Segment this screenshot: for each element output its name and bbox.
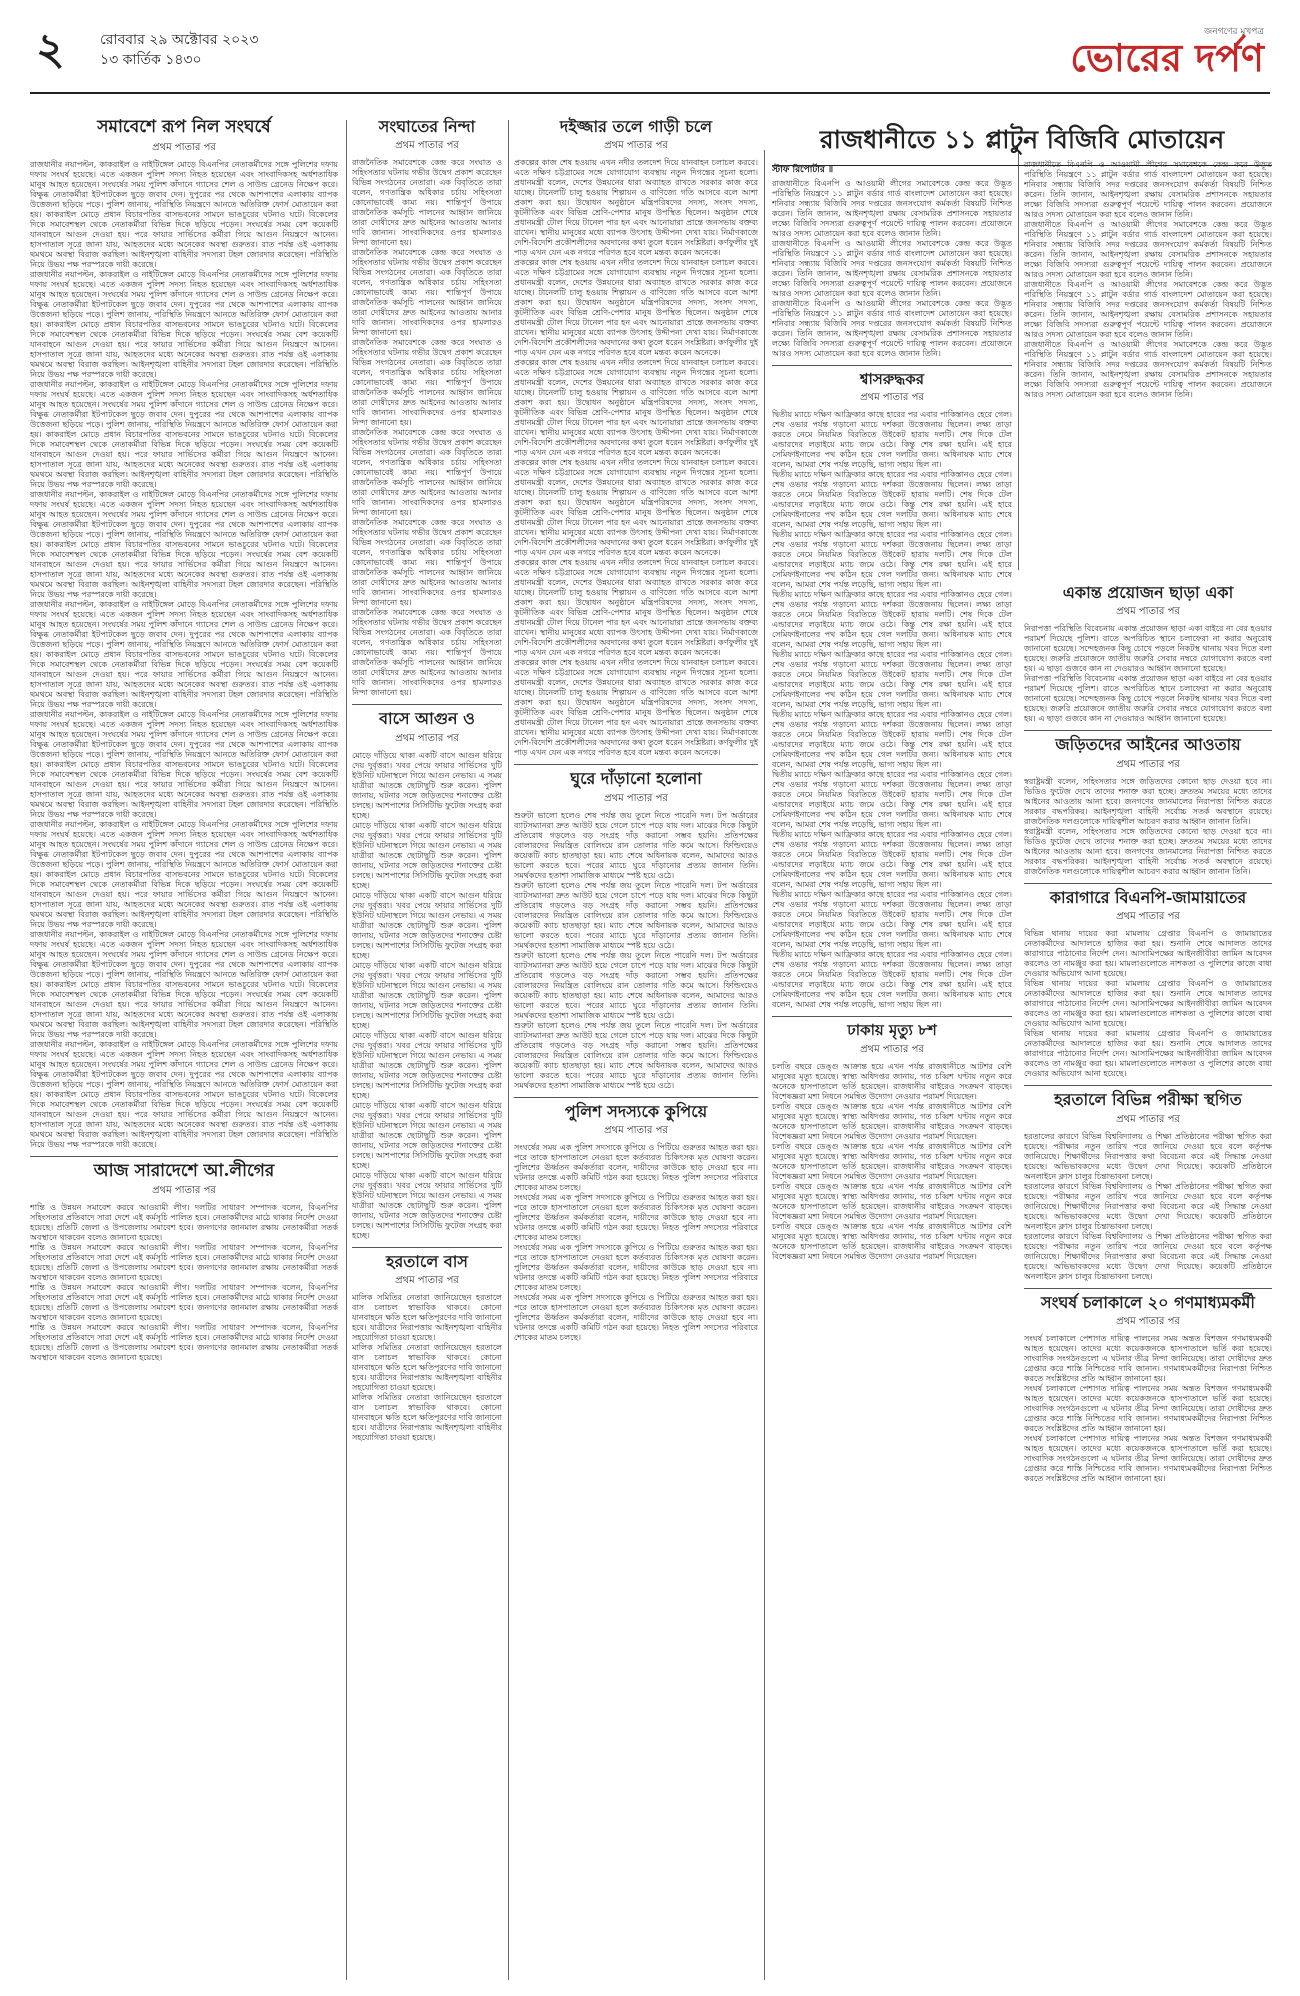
article-body: দ্বিতীয় ম্যাচে দক্ষিণ আফ্রিকার কাছে হারের পর এবার পাকিস্তানও হেরে গেল। শেষ ওভার পর্যন্ত গড়ানো ম্যাচে দর্শকরা উত্তেজনায় ছিলেন। লক্ষ্য তাড়া করতে নেমে নিয়মিত বিরতিতে উইকেট হারায় দলটি। শেষ দিকে টেল এন্ডারদের লড়াইয়ে ম্যাচ জমে ওঠে। কিন্তু শেষ রক্ষা হয়নি। এই হারে সেমিফাইনালের পথ কঠিন হয়ে গেল দলটির জন্য। অধিনায়ক ম্যাচ শেষে বলেন, আমরা শেষ পর্যন্ত লড়েছি, ভাগ্য সহায় ছিল না। bbox=[772, 770, 1012, 830]
article-body: প্রকল্পের কাজ শেষ হওয়ায় এখন নদীর তলদেশ দিয়ে যানবাহন চলাচল করবে। এতে দক্ষিণ চট্টগ্রামের সঙ্গে যোগাযোগ ব্যবস্থায় নতুন দিগন্তের সূচনা হলো। প্রধানমন্ত্রী বলেন, দেশের উন্নয়নের ধারা অব্যাহত রাখতে সরকার কাজ করে যাচ্ছে। টানেলটি চালু হওয়ায় শিল্পায়ন ও বাণিজ্যে গতি আসবে বলে আশা প্রকাশ করা হয়। উদ্বোধন অনুষ্ঠানে মন্ত্রিপরিষদের সদস্য, সংসদ সদস্য, কূটনীতিক এবং বিভিন্ন শ্রেণি-পেশার মানুষ উপস্থিত ছিলেন। অনুষ্ঠান শেষে প্রধানমন্ত্রী টোল দিয়ে টানেল পার হন এবং আনোয়ারা প্রান্তে জনসভায় বক্তব্য রাখেন। স্থানীয় মানুষের মধ্যে ব্যাপক উৎসাহ উদ্দীপনা দেখা যায়। নির্মাণকাজে দেশি-বিদেশি প্রকৌশলীদের অবদানের কথা তুলে ধরেন সংশ্লিষ্টরা। কর্ণফুলীর দুই পাড় এখন যেন এক নগরে পরিণত হবে বলে মন্তব্য করেন অনেকে। bbox=[514, 358, 758, 458]
column-divider bbox=[508, 120, 509, 1980]
article-body: রাজধানীর নয়াপল্টন, কাকরাইল ও নাইটিঙ্গেল মোড়ে বিএনপির নেতাকর্মীদের সঙ্গে পুলিশের দফায় দফায় সংঘর্ষ হয়েছে। এতে একজন পুলিশ সদস্য নিহত হয়েছেন এবং সাংবাদিকসহ অর্ধশতাধিক মানুষ আহত হয়েছেন। সংঘর্ষের সময় পুলিশ কাঁদানে গ্যাসের শেল ও সাউন্ড গ্রেনেড নিক্ষেপ করে। বিক্ষুব্ধ নেতাকর্মীরা ইটপাটকেল ছুড়ে জবাব দেন। দুপুরের পর থেকে আশপাশের এলাকায় ব্যাপক উত্তেজনা ছড়িয়ে পড়ে। পুলিশ জানায়, পরিস্থিতি নিয়ন্ত্রণে আনতে অতিরিক্ত ফোর্স মোতায়েন করা হয়। কাকরাইল মোড়ে প্রধান বিচারপতির বাসভবনের সামনে ভাঙচুরের ঘটনাও ঘটে। বিকেলের দিকে সমাবেশস্থল থেকে নেতাকর্মীরা বিভিন্ন দিকে ছড়িয়ে পড়েন। সংঘর্ষের সময় বেশ কয়েকটি যানবাহনে আগুন দেওয়া হয়। পরে ফায়ার সার্ভিসের কর্মীরা গিয়ে আগুন নিয়ন্ত্রণে আনেন। হাসপাতাল সূত্রে জানা যায়, আহতদের মধ্যে অনেকের অবস্থা গুরুতর। রাত পর্যন্ত ওই এলাকায় থমথমে অবস্থা বিরাজ করছিল। আইনশৃঙ্খলা বাহিনীর সদস্যরা টহল জোরদার করেছেন। পরিস্থিতি নিয়ে উভয় পক্ষ পরস্পরকে দায়ী করেছে। bbox=[30, 819, 338, 929]
column-1 bbox=[30, 116, 338, 1986]
article-body: প্রকল্পের কাজ শেষ হওয়ায় এখন নদীর তলদেশ দিয়ে যানবাহন চলাচল করবে। এতে দক্ষিণ চট্টগ্রামের সঙ্গে যোগাযোগ ব্যবস্থায় নতুন দিগন্তের সূচনা হলো। প্রধানমন্ত্রী বলেন, দেশের উন্নয়নের ধারা অব্যাহত রাখতে সরকার কাজ করে যাচ্ছে। টানেলটি চালু হওয়ায় শিল্পায়ন ও বাণিজ্যে গতি আসবে বলে আশা প্রকাশ করা হয়। উদ্বোধন অনুষ্ঠানে মন্ত্রিপরিষদের সদস্য, সংসদ সদস্য, কূটনীতিক এবং বিভিন্ন শ্রেণি-পেশার মানুষ উপস্থিত ছিলেন। অনুষ্ঠান শেষে প্রধানমন্ত্রী টোল দিয়ে টানেল পার হন এবং আনোয়ারা প্রান্তে জনসভায় বক্তব্য রাখেন। স্থানীয় মানুষের মধ্যে ব্যাপক উৎসাহ উদ্দীপনা দেখা যায়। নির্মাণকাজে দেশি-বিদেশি প্রকৌশলীদের অবদানের কথা তুলে ধরেন সংশ্লিষ্টরা। কর্ণফুলীর দুই পাড় এখন যেন এক নগরে পরিণত হবে বলে মন্তব্য করেন অনেকে। bbox=[514, 158, 758, 258]
article-body: মোড়ে দাঁড়িয়ে থাকা একটি বাসে আগুন ধরিয়ে দেয় দুর্বৃত্তরা। খবর পেয়ে ফায়ার সার্ভিসের দুটি ইউনিট ঘটনাস্থলে গিয়ে আগুন নেভায়। এ সময় যাত্রীরা আতঙ্কে ছোটাছুটি শুরু করেন। পুলিশ জানায়, ঘটনার সঙ্গে জড়িতদের শনাক্তের চেষ্টা চলছে। আশপাশের সিসিটিভি ফুটেজ সংগ্রহ করা হচ্ছে। bbox=[352, 1030, 502, 1100]
article-body: প্রকল্পের কাজ শেষ হওয়ায় এখন নদীর তলদেশ দিয়ে যানবাহন চলাচল করবে। এতে দক্ষিণ চট্টগ্রামের সঙ্গে যোগাযোগ ব্যবস্থায় নতুন দিগন্তের সূচনা হলো। প্রধানমন্ত্রী বলেন, দেশের উন্নয়নের ধারা অব্যাহত রাখতে সরকার কাজ করে যাচ্ছে। টানেলটি চালু হওয়ায় শিল্পায়ন ও বাণিজ্যে গতি আসবে বলে আশা প্রকাশ করা হয়। উদ্বোধন অনুষ্ঠানে মন্ত্রিপরিষদের সদস্য, সংসদ সদস্য, কূটনীতিক এবং বিভিন্ন শ্রেণি-পেশার মানুষ উপস্থিত ছিলেন। অনুষ্ঠান শেষে প্রধানমন্ত্রী টোল দিয়ে টানেল পার হন এবং আনোয়ারা প্রান্তে জনসভায় বক্তব্য রাখেন। স্থানীয় মানুষের মধ্যে ব্যাপক উৎসাহ উদ্দীপনা দেখা যায়। নির্মাণকাজে দেশি-বিদেশি প্রকৌশলীদের অবদানের কথা তুলে ধরেন সংশ্লিষ্টরা। কর্ণফুলীর দুই পাড় এখন যেন এক নগরে পরিণত হবে বলে মন্তব্য করেন অনেকে। bbox=[514, 258, 758, 358]
article-police bbox=[514, 1103, 758, 1343]
article-body: রাজনৈতিক সমাবেশকে কেন্দ্র করে সংঘাত ও সহিংসতার ঘটনায় গভীর উদ্বেগ প্রকাশ করেছেন বিভিন্ন সংগঠনের নেতারা। এক বিবৃতিতে তারা বলেন, গণতান্ত্রিক অধিকার চর্চায় সহিংসতা কোনোভাবেই কাম্য নয়। শান্তিপূর্ণ উপায়ে রাজনৈতিক কর্মসূচি পালনের আহ্বান জানিয়ে তারা দোষীদের দ্রুত আইনের আওতায় আনার দাবি জানান। সাংবাদিকদের ওপর হামলারও নিন্দা জানানো হয়। bbox=[352, 248, 502, 338]
article-headline: ঢাকায় মৃত্যু ৮শ bbox=[847, 1021, 937, 1040]
article-body: শুরুটা ভালো হলেও শেষ পর্যন্ত জয় তুলে নিতে পারেনি দল। টপ অর্ডারের ব্যাটসম্যানরা দ্রুত আউট হয়ে গেলে চাপে পড়ে যায় দল। মাঝের দিকে কিছুটা প্রতিরোধ গড়লেও বড় সংগ্রহ দাঁড় করানো সম্ভব হয়নি। প্রতিপক্ষের বোলারদের নিয়ন্ত্রিত বোলিংয়ে রান তোলার গতি কমে আসে। ফিল্ডিংয়েও কয়েকটি ক্যাচ হাতছাড়া হয়। ম্যাচ শেষে অধিনায়ক বলেন, আমাদের আরও ভালো করতে হবে। পরের ম্যাচে ঘুরে দাঁড়ানোর প্রত্যয় জানান তিনি। সমর্থকদের হতাশা সামাজিক মাধ্যমে স্পষ্ট হয়ে ওঠে। bbox=[514, 1020, 758, 1090]
article-byline: স্টাফ রিপোর্টার ॥ bbox=[772, 165, 834, 175]
divider bbox=[1024, 1085, 1272, 1086]
article-body: নিরাপত্তা পরিস্থিতি বিবেচনায় একান্ত প্রয়োজন ছাড়া একা বাইরে না বের হওয়ার পরামর্শ দিয়েছে পুলিশ। রাতে অপরিচিত স্থানে চলাফেরা না করার অনুরোধ জানানো হয়েছে। সন্দেহজনক কিছু চোখে পড়লে নিকটস্থ থানায় খবর দিতে বলা হয়েছে। জরুরি প্রয়োজনে জাতীয় জরুরি সেবার নম্বরে যোগাযোগ করতে বলা হয়। এ ছাড়া গুজবে কান না দেওয়ারও আহ্বান জানানো হয়েছে। bbox=[1024, 624, 1272, 674]
article-subline: প্রথম পাতার পর bbox=[860, 1043, 924, 1055]
article-body: দ্বিতীয় ম্যাচে দক্ষিণ আফ্রিকার কাছে হারের পর এবার পাকিস্তানও হেরে গেল। শেষ ওভার পর্যন্ত গড়ানো ম্যাচে দর্শকরা উত্তেজনায় ছিলেন। লক্ষ্য তাড়া করতে নেমে নিয়মিত বিরতিতে উইকেট হারায় দলটি। শেষ দিকে টেল এন্ডারদের লড়াইয়ে ম্যাচ জমে ওঠে। কিন্তু শেষ রক্ষা হয়নি। এই হারে সেমিফাইনালের পথ কঠিন হয়ে গেল দলটির জন্য। অধিনায়ক ম্যাচ শেষে বলেন, আমরা শেষ পর্যন্ত লড়েছি, ভাগ্য সহায় ছিল না। bbox=[772, 650, 1012, 710]
divider bbox=[1024, 730, 1272, 731]
divider bbox=[352, 704, 502, 705]
article-bgb bbox=[772, 162, 1012, 359]
masthead-tagline: জনগণের মুখপত্র bbox=[1204, 27, 1264, 37]
divider bbox=[1024, 1288, 1272, 1289]
article-body: নিরাপত্তা পরিস্থিতি বিবেচনায় একান্ত প্রয়োজন ছাড়া একা বাইরে না বের হওয়ার পরামর্শ দিয়েছে পুলিশ। রাতে অপরিচিত স্থানে চলাফেরা না করার অনুরোধ জানানো হয়েছে। সন্দেহজনক কিছু চোখে পড়লে নিকটস্থ থানায় খবর দিতে বলা হয়েছে। জরুরি প্রয়োজনে জাতীয় জরুরি সেবার নম্বরে যোগাযোগ করতে বলা হয়। এ ছাড়া গুজবে কান না দেওয়ারও আহ্বান জানানো হয়েছে। bbox=[1024, 674, 1272, 724]
article-body: প্রকল্পের কাজ শেষ হওয়ায় এখন নদীর তলদেশ দিয়ে যানবাহন চলাচল করবে। এতে দক্ষিণ চট্টগ্রামের সঙ্গে যোগাযোগ ব্যবস্থায় নতুন দিগন্তের সূচনা হলো। প্রধানমন্ত্রী বলেন, দেশের উন্নয়নের ধারা অব্যাহত রাখতে সরকার কাজ করে যাচ্ছে। টানেলটি চালু হওয়ায় শিল্পায়ন ও বাণিজ্যে গতি আসবে বলে আশা প্রকাশ করা হয়। উদ্বোধন অনুষ্ঠানে মন্ত্রিপরিষদের সদস্য, সংসদ সদস্য, কূটনীতিক এবং বিভিন্ন শ্রেণি-পেশার মানুষ উপস্থিত ছিলেন। অনুষ্ঠান শেষে প্রধানমন্ত্রী টোল দিয়ে টানেল পার হন এবং আনোয়ারা প্রান্তে জনসভায় বক্তব্য রাখেন। স্থানীয় মানুষের মধ্যে ব্যাপক উৎসাহ উদ্দীপনা দেখা যায়। নির্মাণকাজে দেশি-বিদেশি প্রকৌশলীদের অবদানের কথা তুলে ধরেন সংশ্লিষ্টরা। কর্ণফুলীর দুই পাড় এখন যেন এক নগরে পরিণত হবে বলে মন্তব্য করেন অনেকে। bbox=[514, 558, 758, 658]
article-headline: কারাগারে বিএনপি-জামায়াতের bbox=[1049, 887, 1247, 907]
divider bbox=[772, 365, 1012, 366]
column-5 bbox=[1024, 160, 1272, 570]
article-body: রাজধানীতে বিএনপি ও আওয়ামী লীগের সমাবেশকে কেন্দ্র করে উদ্ভূত পরিস্থিতি নিয়ন্ত্রণে ১১ প্লাটুন বর্ডার গার্ড বাংলাদেশ মোতায়েন করা হয়েছে। শনিবার সন্ধ্যায় বিজিবি সদর দপ্তরের জনসংযোগ কর্মকর্তা বিষয়টি নিশ্চিত করেন। তিনি জানান, আইনশৃঙ্খলা রক্ষায় বেসামরিক প্রশাসনকে সহায়তার লক্ষ্যে বিজিবি সদস্যরা গুরুত্বপূর্ণ পয়েন্টে দায়িত্ব পালন করবেন। প্রয়োজনে আরও সদস্য মোতায়েন করা হবে বলেও জানান তিনি। bbox=[1024, 160, 1272, 219]
article-body: স্বরাষ্ট্রমন্ত্রী বলেন, সহিংসতার সঙ্গে জড়িতদের কোনো ছাড় দেওয়া হবে না। ভিডিও ফুটেজ দেখে তাদের শনাক্ত করা হচ্ছে। দ্রুততম সময়ের মধ্যে তাদের আইনের আওতায় আনা হবে। জনগণের জানমালের নিরাপত্তা নিশ্চিত করতে সরকার বদ্ধপরিকর। আইনশৃঙ্খলা বাহিনী সর্বোচ্চ সতর্ক অবস্থানে রয়েছে। রাজনৈতিক দলগুলোকে দায়িত্বশীল আচরণ করার আহ্বান জানান তিনি। bbox=[1024, 776, 1272, 826]
date-block bbox=[100, 30, 258, 71]
article-body: সংঘর্ষ চলাকালে পেশাগত দায়িত্ব পালনের সময় অন্তত বিশজন গণমাধ্যমকর্মী আহত হয়েছেন। তাদের মধ্যে কয়েকজনকে হাসপাতালে ভর্তি করা হয়েছে। সাংবাদিক সংগঠনগুলো এ ঘটনার তীব্র নিন্দা জানিয়েছে। তারা দোষীদের দ্রুত গ্রেপ্তার করে শাস্তি নিশ্চিতের দাবি জানান। গণমাধ্যমকর্মীদের নিরাপত্তা নিশ্চিত করতে সংশ্লিষ্টদের প্রতি আহ্বান জানানো হয়। bbox=[1024, 1433, 1272, 1483]
article-headline: সমাবেশে রূপ নিল সংঘর্ষে bbox=[97, 117, 271, 137]
column-divider bbox=[346, 120, 347, 1980]
article-body: চলতি বছরে ডেঙ্গু আক্রান্ত হয়ে এখন পর্যন্ত রাজধানীতে আটশর বেশি মানুষের মৃত্যু হয়েছে। স্বাস্থ্য অধিদপ্তর জানায়, গত চব্বিশ ঘণ্টায় নতুন করে অনেকে হাসপাতালে ভর্তি হয়েছেন। রাজধানীর বাইরেও সংক্রমণ বাড়ছে। বিশেষজ্ঞরা মশা নিধনে সমন্বিত উদ্যোগ নেওয়ার পরামর্শ দিয়েছেন। bbox=[772, 1221, 1012, 1261]
article-songhater-ninda bbox=[352, 118, 502, 698]
article-body: সংঘর্ষের সময় এক পুলিশ সদস্যকে কুপিয়ে ও পিটিয়ে গুরুতর আহত করা হয়। পরে তাকে হাসপাতালে নেওয়া হলে কর্তব্যরত চিকিৎসক মৃত ঘোষণা করেন। পুলিশের ঊর্ধ্বতন কর্মকর্তারা বলেন, দায়ীদের কাউকে ছাড় দেওয়া হবে না। ঘটনার তদন্তে একটি কমিটি গঠন করা হয়েছে। নিহত পুলিশ সদস্যের পরিবারে শোকের মাতম চলছে। bbox=[514, 1193, 758, 1243]
article-cricket-thriller bbox=[772, 371, 1012, 1010]
article-body: চলতি বছরে ডেঙ্গু আক্রান্ত হয়ে এখন পর্যন্ত রাজধানীতে আটশর বেশি মানুষের মৃত্যু হয়েছে। স্বাস্থ্য অধিদপ্তর জানায়, গত চব্বিশ ঘণ্টায় নতুন করে অনেকে হাসপাতালে ভর্তি হয়েছেন। রাজধানীর বাইরেও সংক্রমণ বাড়ছে। বিশেষজ্ঞরা মশা নিধনে সমন্বিত উদ্যোগ নেওয়ার পরামর্শ দিয়েছেন। bbox=[772, 1181, 1012, 1221]
article-cricket bbox=[514, 770, 758, 1090]
article-body: দ্বিতীয় ম্যাচে দক্ষিণ আফ্রিকার কাছে হারের পর এবার পাকিস্তানও হেরে গেল। শেষ ওভার পর্যন্ত গড়ানো ম্যাচে দর্শকরা উত্তেজনায় ছিলেন। লক্ষ্য তাড়া করতে নেমে নিয়মিত বিরতিতে উইকেট হারায় দলটি। শেষ দিকে টেল এন্ডারদের লড়াইয়ে ম্যাচ জমে ওঠে। কিন্তু শেষ রক্ষা হয়নি। এই হারে সেমিফাইনালের পথ কঠিন হয়ে গেল দলটির জন্য। অধিনায়ক ম্যাচ শেষে বলেন, আমরা শেষ পর্যন্ত লড়েছি, ভাগ্য সহায় ছিল না। bbox=[772, 470, 1012, 530]
date-line: রোববার ২৯ অক্টোবর ২০২৩ bbox=[100, 32, 259, 48]
article-headline: হরতালে বিভিন্ন পরীক্ষা স্থগিত bbox=[1054, 1090, 1242, 1110]
article-body: রাজধানীর নয়াপল্টন, কাকরাইল ও নাইটিঙ্গেল মোড়ে বিএনপির নেতাকর্মীদের সঙ্গে পুলিশের দফায় দফায় সংঘর্ষ হয়েছে। এতে একজন পুলিশ সদস্য নিহত হয়েছেন এবং সাংবাদিকসহ অর্ধশতাধিক মানুষ আহত হয়েছেন। সংঘর্ষের সময় পুলিশ কাঁদানে গ্যাসের শেল ও সাউন্ড গ্রেনেড নিক্ষেপ করে। বিক্ষুব্ধ নেতাকর্মীরা ইটপাটকেল ছুড়ে জবাব দেন। দুপুরের পর থেকে আশপাশের এলাকায় ব্যাপক উত্তেজনা ছড়িয়ে পড়ে। পুলিশ জানায়, পরিস্থিতি নিয়ন্ত্রণে আনতে অতিরিক্ত ফোর্স মোতায়েন করা হয়। কাকরাইল মোড়ে প্রধান বিচারপতির বাসভবনের সামনে ভাঙচুরের ঘটনাও ঘটে। বিকেলের দিকে সমাবেশস্থল থেকে নেতাকর্মীরা বিভিন্ন দিকে ছড়িয়ে পড়েন। সংঘর্ষের সময় বেশ কয়েকটি যানবাহনে আগুন দেওয়া হয়। পরে ফায়ার সার্ভিসের কর্মীরা গিয়ে আগুন নিয়ন্ত্রণে আনেন। হাসপাতাল সূত্রে জানা যায়, আহতদের মধ্যে অনেকের অবস্থা গুরুতর। রাত পর্যন্ত ওই এলাকায় থমথমে অবস্থা বিরাজ করছিল। আইনশৃঙ্খলা বাহিনীর সদস্যরা টহল জোরদার করেছেন। পরিস্থিতি নিয়ে উভয় পক্ষ পরস্পরকে দায়ী করেছে। bbox=[30, 929, 338, 1039]
article-body: রাজনৈতিক সমাবেশকে কেন্দ্র করে সংঘাত ও সহিংসতার ঘটনায় গভীর উদ্বেগ প্রকাশ করেছেন বিভিন্ন সংগঠনের নেতারা। এক বিবৃতিতে তারা বলেন, গণতান্ত্রিক অধিকার চর্চায় সহিংসতা কোনোভাবেই কাম্য নয়। শান্তিপূর্ণ উপায়ে রাজনৈতিক কর্মসূচি পালনের আহ্বান জানিয়ে তারা দোষীদের দ্রুত আইনের আওতায় আনার দাবি জানান। সাংবাদিকদের ওপর হামলারও নিন্দা জানানো হয়। bbox=[352, 608, 502, 698]
column-divider bbox=[1018, 150, 1019, 570]
article-body: চলতি বছরে ডেঙ্গু আক্রান্ত হয়ে এখন পর্যন্ত রাজধানীতে আটশর বেশি মানুষের মৃত্যু হয়েছে। স্বাস্থ্য অধিদপ্তর জানায়, গত চব্বিশ ঘণ্টায় নতুন করে অনেকে হাসপাতালে ভর্তি হয়েছেন। রাজধানীর বাইরেও সংক্রমণ বাড়ছে। বিশেষজ্ঞরা মশা নিধনে সমন্বিত উদ্যোগ নেওয়ার পরামর্শ দিয়েছেন। bbox=[772, 1141, 1012, 1181]
article-subline: প্রথম পাতার পর bbox=[395, 732, 459, 744]
article-body: রাজধানীর নয়াপল্টন, কাকরাইল ও নাইটিঙ্গেল মোড়ে বিএনপির নেতাকর্মীদের সঙ্গে পুলিশের দফায় দফায় সংঘর্ষ হয়েছে। এতে একজন পুলিশ সদস্য নিহত হয়েছেন এবং সাংবাদিকসহ অর্ধশতাধিক মানুষ আহত হয়েছেন। সংঘর্ষের সময় পুলিশ কাঁদানে গ্যাসের শেল ও সাউন্ড গ্রেনেড নিক্ষেপ করে। বিক্ষুব্ধ নেতাকর্মীরা ইটপাটকেল ছুড়ে জবাব দেন। দুপুরের পর থেকে আশপাশের এলাকায় ব্যাপক উত্তেজনা ছড়িয়ে পড়ে। পুলিশ জানায়, পরিস্থিতি নিয়ন্ত্রণে আনতে অতিরিক্ত ফোর্স মোতায়েন করা হয়। কাকরাইল মোড়ে প্রধান বিচারপতির বাসভবনের সামনে ভাঙচুরের ঘটনাও ঘটে। বিকেলের দিকে সমাবেশস্থল থেকে নেতাকর্মীরা বিভিন্ন দিকে ছড়িয়ে পড়েন। সংঘর্ষের সময় বেশ কয়েকটি যানবাহনে আগুন দেওয়া হয়। পরে ফায়ার সার্ভিসের কর্মীরা গিয়ে আগুন নিয়ন্ত্রণে আনেন। হাসপাতাল সূত্রে জানা যায়, আহতদের মধ্যে অনেকের অবস্থা গুরুতর। রাত পর্যন্ত ওই এলাকায় থমথমে অবস্থা বিরাজ করছিল। আইনশৃঙ্খলা বাহিনীর সদস্যরা টহল জোরদার করেছেন। পরিস্থিতি নিয়ে উভয় পক্ষ পরস্পরকে দায়ী করেছে। bbox=[30, 379, 338, 489]
article-body: রাজধানীর নয়াপল্টন, কাকরাইল ও নাইটিঙ্গেল মোড়ে বিএনপির নেতাকর্মীদের সঙ্গে পুলিশের দফায় দফায় সংঘর্ষ হয়েছে। এতে একজন পুলিশ সদস্য নিহত হয়েছেন এবং সাংবাদিকসহ অর্ধশতাধিক মানুষ আহত হয়েছেন। সংঘর্ষের সময় পুলিশ কাঁদানে গ্যাসের শেল ও সাউন্ড গ্রেনেড নিক্ষেপ করে। বিক্ষুব্ধ নেতাকর্মীরা ইটপাটকেল ছুড়ে জবাব দেন। দুপুরের পর থেকে আশপাশের এলাকায় ব্যাপক উত্তেজনা ছড়িয়ে পড়ে। পুলিশ জানায়, পরিস্থিতি নিয়ন্ত্রণে আনতে অতিরিক্ত ফোর্স মোতায়েন করা হয়। কাকরাইল মোড়ে প্রধান বিচারপতির বাসভবনের সামনে ভাঙচুরের ঘটনাও ঘটে। বিকেলের দিকে সমাবেশস্থল থেকে নেতাকর্মীরা বিভিন্ন দিকে ছড়িয়ে পড়েন। সংঘর্ষের সময় বেশ কয়েকটি যানবাহনে আগুন দেওয়া হয়। পরে ফায়ার সার্ভিসের কর্মীরা গিয়ে আগুন নিয়ন্ত্রণে আনেন। হাসপাতাল সূত্রে জানা যায়, আহতদের মধ্যে অনেকের অবস্থা গুরুতর। রাত পর্যন্ত ওই এলাকায় থমথমে অবস্থা বিরাজ করছিল। আইনশৃঙ্খলা বাহিনীর সদস্যরা টহল জোরদার করেছেন। পরিস্থিতি নিয়ে উভয় পক্ষ পরস্পরকে দায়ী করেছে। bbox=[30, 159, 338, 269]
article-subline: প্রথম পাতার পর bbox=[1116, 911, 1180, 923]
article-body: রাজধানীতে বিএনপি ও আওয়ামী লীগের সমাবেশকে কেন্দ্র করে উদ্ভূত পরিস্থিতি নিয়ন্ত্রণে ১১ প্লাটুন বর্ডার গার্ড বাংলাদেশ মোতায়েন করা হয়েছে। শনিবার সন্ধ্যায় বিজিবি সদর দপ্তরের জনসংযোগ কর্মকর্তা বিষয়টি নিশ্চিত করেন। তিনি জানান, আইনশৃঙ্খলা রক্ষায় বেসামরিক প্রশাসনকে সহায়তার লক্ষ্যে বিজিবি সদস্যরা গুরুত্বপূর্ণ পয়েন্টে দায়িত্ব পালন করবেন। প্রয়োজনে আরও সদস্য মোতায়েন করা হবে বলেও জানান তিনি। bbox=[1024, 220, 1272, 279]
masthead-title: ভোরের দর্পণ bbox=[1070, 35, 1264, 80]
article-body: রাজনৈতিক সমাবেশকে কেন্দ্র করে সংঘাত ও সহিংসতার ঘটনায় গভীর উদ্বেগ প্রকাশ করেছেন বিভিন্ন সংগঠনের নেতারা। এক বিবৃতিতে তারা বলেন, গণতান্ত্রিক অধিকার চর্চায় সহিংসতা কোনোভাবেই কাম্য নয়। শান্তিপূর্ণ উপায়ে রাজনৈতিক কর্মসূচি পালনের আহ্বান জানিয়ে তারা দোষীদের দ্রুত আইনের আওতায় আনার দাবি জানান। সাংবাদিকদের ওপর হামলারও নিন্দা জানানো হয়। bbox=[352, 518, 502, 608]
main-headline: রাজধানীতে ১১ প্লাটুন বিজিবি মোতায়েন bbox=[772, 120, 1272, 166]
divider bbox=[772, 1016, 1012, 1017]
article-headline: সংঘাতের নিন্দা bbox=[378, 117, 476, 136]
column-2 bbox=[352, 116, 502, 1986]
article-body: হরতালের কারণে বিভিন্ন বিশ্ববিদ্যালয় ও শিক্ষা প্রতিষ্ঠানের পরীক্ষা স্থগিত করা হয়েছে। পরীক্ষার নতুন তারিখ পরে জানিয়ে দেওয়া হবে বলে কর্তৃপক্ষ জানিয়েছে। শিক্ষার্থীদের নিরাপত্তার কথা বিবেচনা করে এই সিদ্ধান্ত নেওয়া হয়েছে। অভিভাবকদের মধ্যে উদ্বেগ দেখা দিয়েছে। কয়েকটি প্রতিষ্ঠানে অনলাইনে ক্লাস চালুর চিন্তাভাবনা চলছে। bbox=[1024, 1131, 1272, 1181]
article-body: রাজধানীতে বিএনপি ও আওয়ামী লীগের সমাবেশকে কেন্দ্র করে উদ্ভূত পরিস্থিতি নিয়ন্ত্রণে ১১ প্লাটুন বর্ডার গার্ড বাংলাদেশ মোতায়েন করা হয়েছে। শনিবার সন্ধ্যায় বিজিবি সদর দপ্তরের জনসংযোগ কর্মকর্তা বিষয়টি নিশ্চিত করেন। তিনি জানান, আইনশৃঙ্খলা রক্ষায় বেসামরিক প্রশাসনকে সহায়তার লক্ষ্যে বিজিবি সদস্যরা গুরুত্বপূর্ণ পয়েন্টে দায়িত্ব পালন করবেন। প্রয়োজনে আরও সদস্য মোতায়েন করা হবে বলেও জানান তিনি। bbox=[772, 179, 1012, 238]
article-headline: একান্ত প্রয়োজন ছাড়া একা bbox=[1062, 583, 1234, 602]
article-body: প্রকল্পের কাজ শেষ হওয়ায় এখন নদীর তলদেশ দিয়ে যানবাহন চলাচল করবে। এতে দক্ষিণ চট্টগ্রামের সঙ্গে যোগাযোগ ব্যবস্থায় নতুন দিগন্তের সূচনা হলো। প্রধানমন্ত্রী বলেন, দেশের উন্নয়নের ধারা অব্যাহত রাখতে সরকার কাজ করে যাচ্ছে। টানেলটি চালু হওয়ায় শিল্পায়ন ও বাণিজ্যে গতি আসবে বলে আশা প্রকাশ করা হয়। উদ্বোধন অনুষ্ঠানে মন্ত্রিপরিষদের সদস্য, সংসদ সদস্য, কূটনীতিক এবং বিভিন্ন শ্রেণি-পেশার মানুষ উপস্থিত ছিলেন। অনুষ্ঠান শেষে প্রধানমন্ত্রী টোল দিয়ে টানেল পার হন এবং আনোয়ারা প্রান্তে জনসভায় বক্তব্য রাখেন। স্থানীয় মানুষের মধ্যে ব্যাপক উৎসাহ উদ্দীপনা দেখা যায়। নির্মাণকাজে দেশি-বিদেশি প্রকৌশলীদের অবদানের কথা তুলে ধরেন সংশ্লিষ্টরা। কর্ণফুলীর দুই পাড় এখন যেন এক নগরে পরিণত হবে বলে মন্তব্য করেন অনেকে। bbox=[514, 458, 758, 558]
article-headline: ঘুরে দাঁড়ানো হলোনা bbox=[570, 769, 702, 789]
article-body: চলতি বছরে ডেঙ্গু আক্রান্ত হয়ে এখন পর্যন্ত রাজধানীতে আটশর বেশি মানুষের মৃত্যু হয়েছে। স্বাস্থ্য অধিদপ্তর জানায়, গত চব্বিশ ঘণ্টায় নতুন করে অনেকে হাসপাতালে ভর্তি হয়েছেন। রাজধানীর বাইরেও সংক্রমণ বাড়ছে। বিশেষজ্ঞরা মশা নিধনে সমন্বিত উদ্যোগ নেওয়ার পরামর্শ দিয়েছেন। bbox=[772, 1061, 1012, 1101]
article-headline: বাসে আগুন ও bbox=[379, 709, 475, 729]
article-subline: প্রথম পাতার পর bbox=[152, 141, 216, 153]
article-journalists bbox=[1024, 1294, 1272, 1484]
article-bus-fire bbox=[352, 710, 502, 1240]
article-alone bbox=[1024, 584, 1272, 724]
divider bbox=[352, 1247, 502, 1248]
masthead bbox=[1070, 24, 1264, 80]
article-subline: প্রথম পাতার পর bbox=[152, 1185, 216, 1197]
article-body: শুরুটা ভালো হলেও শেষ পর্যন্ত জয় তুলে নিতে পারেনি দল। টপ অর্ডারের ব্যাটসম্যানরা দ্রুত আউট হয়ে গেলে চাপে পড়ে যায় দল। মাঝের দিকে কিছুটা প্রতিরোধ গড়লেও বড় সংগ্রহ দাঁড় করানো সম্ভব হয়নি। প্রতিপক্ষের বোলারদের নিয়ন্ত্রিত বোলিংয়ে রান তোলার গতি কমে আসে। ফিল্ডিংয়েও কয়েকটি ক্যাচ হাতছাড়া হয়। ম্যাচ শেষে অধিনায়ক বলেন, আমাদের আরও ভালো করতে হবে। পরের ম্যাচে ঘুরে দাঁড়ানোর প্রত্যয় জানান তিনি। সমর্থকদের হতাশা সামাজিক মাধ্যমে স্পষ্ট হয়ে ওঠে। bbox=[514, 950, 758, 1020]
article-body: হরতালের কারণে বিভিন্ন বিশ্ববিদ্যালয় ও শিক্ষা প্রতিষ্ঠানের পরীক্ষা স্থগিত করা হয়েছে। পরীক্ষার নতুন তারিখ পরে জানিয়ে দেওয়া হবে বলে কর্তৃপক্ষ জানিয়েছে। শিক্ষার্থীদের নিরাপত্তার কথা বিবেচনা করে এই সিদ্ধান্ত নেওয়া হয়েছে। অভিভাবকদের মধ্যে উদ্বেগ দেখা দিয়েছে। কয়েকটি প্রতিষ্ঠানে অনলাইনে ক্লাস চালুর চিন্তাভাবনা চলছে। bbox=[1024, 1181, 1272, 1231]
article-subline: প্রথম পাতার পর bbox=[395, 1275, 459, 1287]
article-body: সংঘর্ষ চলাকালে পেশাগত দায়িত্ব পালনের সময় অন্তত বিশজন গণমাধ্যমকর্মী আহত হয়েছেন। তাদের মধ্যে কয়েকজনকে হাসপাতালে ভর্তি করা হয়েছে। সাংবাদিক সংগঠনগুলো এ ঘটনার তীব্র নিন্দা জানিয়েছে। তারা দোষীদের দ্রুত গ্রেপ্তার করে শাস্তি নিশ্চিতের দাবি জানান। গণমাধ্যমকর্মীদের নিরাপত্তা নিশ্চিত করতে সংশ্লিষ্টদের প্রতি আহ্বান জানানো হয়। bbox=[1024, 1383, 1272, 1433]
article-body: মোড়ে দাঁড়িয়ে থাকা একটি বাসে আগুন ধরিয়ে দেয় দুর্বৃত্তরা। খবর পেয়ে ফায়ার সার্ভিসের দুটি ইউনিট ঘটনাস্থলে গিয়ে আগুন নেভায়। এ সময় যাত্রীরা আতঙ্কে ছোটাছুটি শুরু করেন। পুলিশ জানায়, ঘটনার সঙ্গে জড়িতদের শনাক্তের চেষ্টা চলছে। আশপাশের সিসিটিভি ফুটেজ সংগ্রহ করা হচ্ছে। bbox=[352, 890, 502, 960]
article-body: শুরুটা ভালো হলেও শেষ পর্যন্ত জয় তুলে নিতে পারেনি দল। টপ অর্ডারের ব্যাটসম্যানরা দ্রুত আউট হয়ে গেলে চাপে পড়ে যায় দল। মাঝের দিকে কিছুটা প্রতিরোধ গড়লেও বড় সংগ্রহ দাঁড় করানো সম্ভব হয়নি। প্রতিপক্ষের বোলারদের নিয়ন্ত্রিত বোলিংয়ে রান তোলার গতি কমে আসে। ফিল্ডিংয়েও কয়েকটি ক্যাচ হাতছাড়া হয়। ম্যাচ শেষে অধিনায়ক বলেন, আমাদের আরও ভালো করতে হবে। পরের ম্যাচে ঘুরে দাঁড়ানোর প্রত্যয় জানান তিনি। সমর্থকদের হতাশা সামাজিক মাধ্যমে স্পষ্ট হয়ে ওঠে। bbox=[514, 810, 758, 880]
article-headline: জড়িতদের আইনের আওতায় bbox=[1055, 735, 1241, 755]
article-headline: শ্বাসরুদ্ধকর bbox=[859, 370, 925, 388]
article-body: সংঘর্ষ চলাকালে পেশাগত দায়িত্ব পালনের সময় অন্তত বিশজন গণমাধ্যমকর্মী আহত হয়েছেন। তাদের মধ্যে কয়েকজনকে হাসপাতালে ভর্তি করা হয়েছে। সাংবাদিক সংগঠনগুলো এ ঘটনার তীব্র নিন্দা জানিয়েছে। তারা দোষীদের দ্রুত গ্রেপ্তার করে শাস্তি নিশ্চিতের দাবি জানান। গণমাধ্যমকর্মীদের নিরাপত্তা নিশ্চিত করতে সংশ্লিষ্টদের প্রতি আহ্বান জানানো হয়। bbox=[1024, 1333, 1272, 1383]
column-6 bbox=[1024, 582, 1272, 1986]
divider bbox=[1024, 883, 1272, 884]
page-number: ২ bbox=[36, 24, 65, 75]
article-subline: প্রথম পাতার পর bbox=[1116, 606, 1180, 618]
article-hartal-bus bbox=[352, 1253, 502, 1443]
article-body: শান্তি ও উন্নয়ন সমাবেশ করবে আওয়ামী লীগ। দলটির সাধারণ সম্পাদক বলেন, বিএনপির সহিংসতার প্রতিবাদে সারা দেশে এই কর্মসূচি পালিত হবে। নেতাকর্মীদের মাঠে থাকার নির্দেশ দেওয়া হয়েছে। প্রতিটি জেলা ও উপজেলায় সমাবেশ হবে। জনগণের জানমাল রক্ষায় নেতাকর্মীরা সতর্ক অবস্থানে থাকবেন বলেও জানানো হয়েছে। bbox=[30, 1243, 338, 1283]
article-body: সংঘর্ষের সময় এক পুলিশ সদস্যকে কুপিয়ে ও পিটিয়ে গুরুতর আহত করা হয়। পরে তাকে হাসপাতালে নেওয়া হলে কর্তব্যরত চিকিৎসক মৃত ঘোষণা করেন। পুলিশের ঊর্ধ্বতন কর্মকর্তারা বলেন, দায়ীদের কাউকে ছাড় দেওয়া হবে না। ঘটনার তদন্তে একটি কমিটি গঠন করা হয়েছে। নিহত পুলিশ সদস্যের পরিবারে শোকের মাতম চলছে। bbox=[514, 1243, 758, 1293]
hijri-line: ১৩ কার্তিক ১৪৩০ bbox=[100, 52, 202, 69]
article-body: রাজধানীতে বিএনপি ও আওয়ামী লীগের সমাবেশকে কেন্দ্র করে উদ্ভূত পরিস্থিতি নিয়ন্ত্রণে ১১ প্লাটুন বর্ডার গার্ড বাংলাদেশ মোতায়েন করা হয়েছে। শনিবার সন্ধ্যায় বিজিবি সদর দপ্তরের জনসংযোগ কর্মকর্তা বিষয়টি নিশ্চিত করেন। তিনি জানান, আইনশৃঙ্খলা রক্ষায় বেসামরিক প্রশাসনকে সহায়তার লক্ষ্যে বিজিবি সদস্যরা গুরুত্বপূর্ণ পয়েন্টে দায়িত্ব পালন করবেন। প্রয়োজনে আরও সদস্য মোতায়েন করা হবে বলেও জানান তিনি। bbox=[772, 299, 1012, 358]
article-subline: প্রথম পাতার পর bbox=[1116, 1113, 1180, 1125]
article-body: দ্বিতীয় ম্যাচে দক্ষিণ আফ্রিকার কাছে হারের পর এবার পাকিস্তানও হেরে গেল। শেষ ওভার পর্যন্ত গড়ানো ম্যাচে দর্শকরা উত্তেজনায় ছিলেন। লক্ষ্য তাড়া করতে নেমে নিয়মিত বিরতিতে উইকেট হারায় দলটি। শেষ দিকে টেল এন্ডারদের লড়াইয়ে ম্যাচ জমে ওঠে। কিন্তু শেষ রক্ষা হয়নি। এই হারে সেমিফাইনালের পথ কঠিন হয়ে গেল দলটির জন্য। অধিনায়ক ম্যাচ শেষে বলেন, আমরা শেষ পর্যন্ত লড়েছি, ভাগ্য সহায় ছিল না। bbox=[772, 410, 1012, 470]
article-body: মালিক সমিতির নেতারা জানিয়েছেন হরতালে বাস চলাচল স্বাভাবিক থাকবে। কোনো যানবাহনে ক্ষতি হলে ক্ষতিপূরণের দাবি জানানো হবে। যাত্রীদের নিরাপত্তায় আইনশৃঙ্খলা বাহিনীর সহযোগিতা চাওয়া হয়েছে। bbox=[352, 1393, 502, 1443]
article-body: দ্বিতীয় ম্যাচে দক্ষিণ আফ্রিকার কাছে হারের পর এবার পাকিস্তানও হেরে গেল। শেষ ওভার পর্যন্ত গড়ানো ম্যাচে দর্শকরা উত্তেজনায় ছিলেন। লক্ষ্য তাড়া করতে নেমে নিয়মিত বিরতিতে উইকেট হারায় দলটি। শেষ দিকে টেল এন্ডারদের লড়াইয়ে ম্যাচ জমে ওঠে। কিন্তু শেষ রক্ষা হয়নি। এই হারে সেমিফাইনালের পথ কঠিন হয়ে গেল দলটির জন্য। অধিনায়ক ম্যাচ শেষে বলেন, আমরা শেষ পর্যন্ত লড়েছি, ভাগ্য সহায় ছিল না। bbox=[772, 830, 1012, 890]
article-body: মোড়ে দাঁড়িয়ে থাকা একটি বাসে আগুন ধরিয়ে দেয় দুর্বৃত্তরা। খবর পেয়ে ফায়ার সার্ভিসের দুটি ইউনিট ঘটনাস্থলে গিয়ে আগুন নেভায়। এ সময় যাত্রীরা আতঙ্কে ছোটাছুটি শুরু করেন। পুলিশ জানায়, ঘটনার সঙ্গে জড়িতদের শনাক্তের চেষ্টা চলছে। আশপাশের সিসিটিভি ফুটেজ সংগ্রহ করা হচ্ছে। bbox=[352, 960, 502, 1030]
article-body: মালিক সমিতির নেতারা জানিয়েছেন হরতালে বাস চলাচল স্বাভাবিক থাকবে। কোনো যানবাহনে ক্ষতি হলে ক্ষতিপূরণের দাবি জানানো হবে। যাত্রীদের নিরাপত্তায় আইনশৃঙ্খলা বাহিনীর সহযোগিতা চাওয়া হয়েছে। bbox=[352, 1293, 502, 1343]
article-body: রাজধানীতে বিএনপি ও আওয়ামী লীগের সমাবেশকে কেন্দ্র করে উদ্ভূত পরিস্থিতি নিয়ন্ত্রণে ১১ প্লাটুন বর্ডার গার্ড বাংলাদেশ মোতায়েন করা হয়েছে। শনিবার সন্ধ্যায় বিজিবি সদর দপ্তরের জনসংযোগ কর্মকর্তা বিষয়টি নিশ্চিত করেন। তিনি জানান, আইনশৃঙ্খলা রক্ষায় বেসামরিক প্রশাসনকে সহায়তার লক্ষ্যে বিজিবি সদস্যরা গুরুত্বপূর্ণ পয়েন্টে দায়িত্ব পালন করবেন। প্রয়োজনে আরও সদস্য মোতায়েন করা হবে বলেও জানান তিনি। bbox=[1024, 340, 1272, 399]
column-divider bbox=[764, 150, 765, 1980]
article-subline: প্রথম পাতার পর bbox=[604, 792, 668, 804]
article-body: রাজধানীর নয়াপল্টন, কাকরাইল ও নাইটিঙ্গেল মোড়ে বিএনপির নেতাকর্মীদের সঙ্গে পুলিশের দফায় দফায় সংঘর্ষ হয়েছে। এতে একজন পুলিশ সদস্য নিহত হয়েছেন এবং সাংবাদিকসহ অর্ধশতাধিক মানুষ আহত হয়েছেন। সংঘর্ষের সময় পুলিশ কাঁদানে গ্যাসের শেল ও সাউন্ড গ্রেনেড নিক্ষেপ করে। বিক্ষুব্ধ নেতাকর্মীরা ইটপাটকেল ছুড়ে জবাব দেন। দুপুরের পর থেকে আশপাশের এলাকায় ব্যাপক উত্তেজনা ছড়িয়ে পড়ে। পুলিশ জানায়, পরিস্থিতি নিয়ন্ত্রণে আনতে অতিরিক্ত ফোর্স মোতায়েন করা হয়। কাকরাইল মোড়ে প্রধান বিচারপতির বাসভবনের সামনে ভাঙচুরের ঘটনাও ঘটে। বিকেলের দিকে সমাবেশস্থল থেকে নেতাকর্মীরা বিভিন্ন দিকে ছড়িয়ে পড়েন। সংঘর্ষের সময় বেশ কয়েকটি যানবাহনে আগুন দেওয়া হয়। পরে ফায়ার সার্ভিসের কর্মীরা গিয়ে আগুন নিয়ন্ত্রণে আনেন। হাসপাতাল সূত্রে জানা যায়, আহতদের মধ্যে অনেকের অবস্থা গুরুতর। রাত পর্যন্ত ওই এলাকায় থমথমে অবস্থা বিরাজ করছিল। আইনশৃঙ্খলা বাহিনীর সদস্যরা টহল জোরদার করেছেন। পরিস্থিতি নিয়ে উভয় পক্ষ পরস্পরকে দায়ী করেছে। bbox=[30, 709, 338, 819]
divider bbox=[514, 1097, 758, 1098]
article-body: সংঘর্ষের সময় এক পুলিশ সদস্যকে কুপিয়ে ও পিটিয়ে গুরুতর আহত করা হয়। পরে তাকে হাসপাতালে নেওয়া হলে কর্তব্যরত চিকিৎসক মৃত ঘোষণা করেন। পুলিশের ঊর্ধ্বতন কর্মকর্তারা বলেন, দায়ীদের কাউকে ছাড় দেওয়া হবে না। ঘটনার তদন্তে একটি কমিটি গঠন করা হয়েছে। নিহত পুলিশ সদস্যের পরিবারে শোকের মাতম চলছে। bbox=[514, 1293, 758, 1343]
article-subline: প্রথম পাতার পর bbox=[860, 392, 924, 404]
article-body: শুরুটা ভালো হলেও শেষ পর্যন্ত জয় তুলে নিতে পারেনি দল। টপ অর্ডারের ব্যাটসম্যানরা দ্রুত আউট হয়ে গেলে চাপে পড়ে যায় দল। মাঝের দিকে কিছুটা প্রতিরোধ গড়লেও বড় সংগ্রহ দাঁড় করানো সম্ভব হয়নি। প্রতিপক্ষের বোলারদের নিয়ন্ত্রিত বোলিংয়ে রান তোলার গতি কমে আসে। ফিল্ডিংয়েও কয়েকটি ক্যাচ হাতছাড়া হয়। ম্যাচ শেষে অধিনায়ক বলেন, আমাদের আরও ভালো করতে হবে। পরের ম্যাচে ঘুরে দাঁড়ানোর প্রত্যয় জানান তিনি। সমর্থকদের হতাশা সামাজিক মাধ্যমে স্পষ্ট হয়ে ওঠে। bbox=[514, 880, 758, 950]
article-headline: সংঘর্ষ চলাকালে ২০ গণমাধ্যমকর্মী bbox=[1041, 1292, 1255, 1312]
article-body: বিভিন্ন থানায় দায়ের করা মামলায় গ্রেপ্তার বিএনপি ও জামায়াতের নেতাকর্মীদের আদালতে হাজির করা হয়। শুনানি শেষে আদালত তাদের কারাগারে পাঠানোর নির্দেশ দেন। আসামিপক্ষের আইনজীবীরা জামিন আবেদন করলেও তা নামঞ্জুর করা হয়। মামলাগুলোতে নাশকতা ও পুলিশের কাজে বাধা দেওয়ার অভিযোগ আনা হয়েছে। bbox=[1024, 1029, 1272, 1079]
article-headline: দইজ্জার তলে গাড়ী চলে bbox=[559, 117, 713, 136]
article-body: মালিক সমিতির নেতারা জানিয়েছেন হরতালে বাস চলাচল স্বাভাবিক থাকবে। কোনো যানবাহনে ক্ষতি হলে ক্ষতিপূরণের দাবি জানানো হবে। যাত্রীদের নিরাপত্তায় আইনশৃঙ্খলা বাহিনীর সহযোগিতা চাওয়া হয়েছে। bbox=[352, 1343, 502, 1393]
article-tunnel bbox=[514, 118, 758, 758]
article-body: রাজধানীতে বিএনপি ও আওয়ামী লীগের সমাবেশকে কেন্দ্র করে উদ্ভূত পরিস্থিতি নিয়ন্ত্রণে ১১ প্লাটুন বর্ডার গার্ড বাংলাদেশ মোতায়েন করা হয়েছে। শনিবার সন্ধ্যায় বিজিবি সদর দপ্তরের জনসংযোগ কর্মকর্তা বিষয়টি নিশ্চিত করেন। তিনি জানান, আইনশৃঙ্খলা রক্ষায় বেসামরিক প্রশাসনকে সহায়তার লক্ষ্যে বিজিবি সদস্যরা গুরুত্বপূর্ণ পয়েন্টে দায়িত্ব পালন করবেন। প্রয়োজনে আরও সদস্য মোতায়েন করা হবে বলেও জানান তিনি। bbox=[1024, 280, 1272, 339]
article-body: দ্বিতীয় ম্যাচে দক্ষিণ আফ্রিকার কাছে হারের পর এবার পাকিস্তানও হেরে গেল। শেষ ওভার পর্যন্ত গড়ানো ম্যাচে দর্শকরা উত্তেজনায় ছিলেন। লক্ষ্য তাড়া করতে নেমে নিয়মিত বিরতিতে উইকেট হারায় দলটি। শেষ দিকে টেল এন্ডারদের লড়াইয়ে ম্যাচ জমে ওঠে। কিন্তু শেষ রক্ষা হয়নি। এই হারে সেমিফাইনালের পথ কঠিন হয়ে গেল দলটির জন্য। অধিনায়ক ম্যাচ শেষে বলেন, আমরা শেষ পর্যন্ত লড়েছি, ভাগ্য সহায় ছিল না। bbox=[772, 890, 1012, 950]
article-body: রাজধানীর নয়াপল্টন, কাকরাইল ও নাইটিঙ্গেল মোড়ে বিএনপির নেতাকর্মীদের সঙ্গে পুলিশের দফায় দফায় সংঘর্ষ হয়েছে। এতে একজন পুলিশ সদস্য নিহত হয়েছেন এবং সাংবাদিকসহ অর্ধশতাধিক মানুষ আহত হয়েছেন। সংঘর্ষের সময় পুলিশ কাঁদানে গ্যাসের শেল ও সাউন্ড গ্রেনেড নিক্ষেপ করে। বিক্ষুব্ধ নেতাকর্মীরা ইটপাটকেল ছুড়ে জবাব দেন। দুপুরের পর থেকে আশপাশের এলাকায় ব্যাপক উত্তেজনা ছড়িয়ে পড়ে। পুলিশ জানায়, পরিস্থিতি নিয়ন্ত্রণে আনতে অতিরিক্ত ফোর্স মোতায়েন করা হয়। কাকরাইল মোড়ে প্রধান বিচারপতির বাসভবনের সামনে ভাঙচুরের ঘটনাও ঘটে। বিকেলের দিকে সমাবেশস্থল থেকে নেতাকর্মীরা বিভিন্ন দিকে ছড়িয়ে পড়েন। সংঘর্ষের সময় বেশ কয়েকটি যানবাহনে আগুন দেওয়া হয়। পরে ফায়ার সার্ভিসের কর্মীরা গিয়ে আগুন নিয়ন্ত্রণে আনেন। হাসপাতাল সূত্রে জানা যায়, আহতদের মধ্যে অনেকের অবস্থা গুরুতর। রাত পর্যন্ত ওই এলাকায় থমথমে অবস্থা বিরাজ করছিল। আইনশৃঙ্খলা বাহিনীর সদস্যরা টহল জোরদার করেছেন। পরিস্থিতি নিয়ে উভয় পক্ষ পরস্পরকে দায়ী করেছে। bbox=[30, 1039, 338, 1149]
article-body: শান্তি ও উন্নয়ন সমাবেশ করবে আওয়ামী লীগ। দলটির সাধারণ সম্পাদক বলেন, বিএনপির সহিংসতার প্রতিবাদে সারা দেশে এই কর্মসূচি পালিত হবে। নেতাকর্মীদের মাঠে থাকার নির্দেশ দেওয়া হয়েছে। প্রতিটি জেলা ও উপজেলায় সমাবেশ হবে। জনগণের জানমাল রক্ষায় নেতাকর্মীরা সতর্ক অবস্থানে থাকবেন বলেও জানানো হয়েছে। bbox=[30, 1203, 338, 1243]
divider bbox=[30, 1156, 338, 1157]
article-subline: প্রথম পাতার পর bbox=[1116, 1315, 1180, 1327]
article-body: রাজধানীতে বিএনপি ও আওয়ামী লীগের সমাবেশকে কেন্দ্র করে উদ্ভূত পরিস্থিতি নিয়ন্ত্রণে ১১ প্লাটুন বর্ডার গার্ড বাংলাদেশ মোতায়েন করা হয়েছে। শনিবার সন্ধ্যায় বিজিবি সদর দপ্তরের জনসংযোগ কর্মকর্তা বিষয়টি নিশ্চিত করেন। তিনি জানান, আইনশৃঙ্খলা রক্ষায় বেসামরিক প্রশাসনকে সহায়তার লক্ষ্যে বিজিবি সদস্যরা গুরুত্বপূর্ণ পয়েন্টে দায়িত্ব পালন করবেন। প্রয়োজনে আরও সদস্য মোতায়েন করা হবে বলেও জানান তিনি। bbox=[772, 239, 1012, 298]
article-subline: প্রথম পাতার পর bbox=[604, 140, 668, 152]
article-headline: আজ সারাদেশে আ.লীগের bbox=[93, 1160, 275, 1181]
article-somabeshe bbox=[30, 118, 338, 1150]
article-body: মোড়ে দাঁড়িয়ে থাকা একটি বাসে আগুন ধরিয়ে দেয় দুর্বৃত্তরা। খবর পেয়ে ফায়ার সার্ভিসের দুটি ইউনিট ঘটনাস্থলে গিয়ে আগুন নেভায়। এ সময় যাত্রীরা আতঙ্কে ছোটাছুটি শুরু করেন। পুলিশ জানায়, ঘটনার সঙ্গে জড়িতদের শনাক্তের চেষ্টা চলছে। আশপাশের সিসিটিভি ফুটেজ সংগ্রহ করা হচ্ছে। bbox=[352, 1170, 502, 1240]
article-subline: প্রথম পাতার পর bbox=[395, 140, 459, 152]
article-body: মোড়ে দাঁড়িয়ে থাকা একটি বাসে আগুন ধরিয়ে দেয় দুর্বৃত্তরা। খবর পেয়ে ফায়ার সার্ভিসের দুটি ইউনিট ঘটনাস্থলে গিয়ে আগুন নেভায়। এ সময় যাত্রীরা আতঙ্কে ছোটাছুটি শুরু করেন। পুলিশ জানায়, ঘটনার সঙ্গে জড়িতদের শনাক্তের চেষ্টা চলছে। আশপাশের সিসিটিভি ফুটেজ সংগ্রহ করা হচ্ছে। bbox=[352, 1100, 502, 1170]
article-body: মোড়ে দাঁড়িয়ে থাকা একটি বাসে আগুন ধরিয়ে দেয় দুর্বৃত্তরা। খবর পেয়ে ফায়ার সার্ভিসের দুটি ইউনিট ঘটনাস্থলে গিয়ে আগুন নেভায়। এ সময় যাত্রীরা আতঙ্কে ছোটাছুটি শুরু করেন। পুলিশ জানায়, ঘটনার সঙ্গে জড়িতদের শনাক্তের চেষ্টা চলছে। আশপাশের সিসিটিভি ফুটেজ সংগ্রহ করা হচ্ছে। bbox=[352, 820, 502, 890]
article-body: প্রকল্পের কাজ শেষ হওয়ায় এখন নদীর তলদেশ দিয়ে যানবাহন চলাচল করবে। এতে দক্ষিণ চট্টগ্রামের সঙ্গে যোগাযোগ ব্যবস্থায় নতুন দিগন্তের সূচনা হলো। প্রধানমন্ত্রী বলেন, দেশের উন্নয়নের ধারা অব্যাহত রাখতে সরকার কাজ করে যাচ্ছে। টানেলটি চালু হওয়ায় শিল্পায়ন ও বাণিজ্যে গতি আসবে বলে আশা প্রকাশ করা হয়। উদ্বোধন অনুষ্ঠানে মন্ত্রিপরিষদের সদস্য, সংসদ সদস্য, কূটনীতিক এবং বিভিন্ন শ্রেণি-পেশার মানুষ উপস্থিত ছিলেন। অনুষ্ঠান শেষে প্রধানমন্ত্রী টোল দিয়ে টানেল পার হন এবং আনোয়ারা প্রান্তে জনসভায় বক্তব্য রাখেন। স্থানীয় মানুষের মধ্যে ব্যাপক উৎসাহ উদ্দীপনা দেখা যায়। নির্মাণকাজে দেশি-বিদেশি প্রকৌশলীদের অবদানের কথা তুলে ধরেন সংশ্লিষ্টরা। কর্ণফুলীর দুই পাড় এখন যেন এক নগরে পরিণত হবে বলে মন্তব্য করেন অনেকে। bbox=[514, 658, 758, 758]
article-body: দ্বিতীয় ম্যাচে দক্ষিণ আফ্রিকার কাছে হারের পর এবার পাকিস্তানও হেরে গেল। শেষ ওভার পর্যন্ত গড়ানো ম্যাচে দর্শকরা উত্তেজনায় ছিলেন। লক্ষ্য তাড়া করতে নেমে নিয়মিত বিরতিতে উইকেট হারায় দলটি। শেষ দিকে টেল এন্ডারদের লড়াইয়ে ম্যাচ জমে ওঠে। কিন্তু শেষ রক্ষা হয়নি। এই হারে সেমিফাইনালের পথ কঠিন হয়ে গেল দলটির জন্য। অধিনায়ক ম্যাচ শেষে বলেন, আমরা শেষ পর্যন্ত লড়েছি, ভাগ্য সহায় ছিল না। bbox=[772, 710, 1012, 770]
article-exams bbox=[1024, 1091, 1272, 1281]
article-awami-league bbox=[30, 1162, 338, 1364]
article-dengue bbox=[772, 1022, 1012, 1261]
article-body: দ্বিতীয় ম্যাচে দক্ষিণ আফ্রিকার কাছে হারের পর এবার পাকিস্তানও হেরে গেল। শেষ ওভার পর্যন্ত গড়ানো ম্যাচে দর্শকরা উত্তেজনায় ছিলেন। লক্ষ্য তাড়া করতে নেমে নিয়মিত বিরতিতে উইকেট হারায় দলটি। শেষ দিকে টেল এন্ডারদের লড়াইয়ে ম্যাচ জমে ওঠে। কিন্তু শেষ রক্ষা হয়নি। এই হারে সেমিফাইনালের পথ কঠিন হয়ে গেল দলটির জন্য। অধিনায়ক ম্যাচ শেষে বলেন, আমরা শেষ পর্যন্ত লড়েছি, ভাগ্য সহায় ছিল না। bbox=[772, 950, 1012, 1010]
article-subline: প্রথম পাতার পর bbox=[1116, 758, 1180, 770]
article-body: চলতি বছরে ডেঙ্গু আক্রান্ত হয়ে এখন পর্যন্ত রাজধানীতে আটশর বেশি মানুষের মৃত্যু হয়েছে। স্বাস্থ্য অধিদপ্তর জানায়, গত চব্বিশ ঘণ্টায় নতুন করে অনেকে হাসপাতালে ভর্তি হয়েছেন। রাজধানীর বাইরেও সংক্রমণ বাড়ছে। বিশেষজ্ঞরা মশা নিধনে সমন্বিত উদ্যোগ নেওয়ার পরামর্শ দিয়েছেন। bbox=[772, 1101, 1012, 1141]
article-subline: প্রথম পাতার পর bbox=[604, 1125, 668, 1137]
article-body: সংঘর্ষের সময় এক পুলিশ সদস্যকে কুপিয়ে ও পিটিয়ে গুরুতর আহত করা হয়। পরে তাকে হাসপাতালে নেওয়া হলে কর্তব্যরত চিকিৎসক মৃত ঘোষণা করেন। পুলিশের ঊর্ধ্বতন কর্মকর্তারা বলেন, দায়ীদের কাউকে ছাড় দেওয়া হবে না। ঘটনার তদন্তে একটি কমিটি গঠন করা হয়েছে। নিহত পুলিশ সদস্যের পরিবারে শোকের মাতম চলছে। bbox=[514, 1143, 758, 1193]
article-body: মোড়ে দাঁড়িয়ে থাকা একটি বাসে আগুন ধরিয়ে দেয় দুর্বৃত্তরা। খবর পেয়ে ফায়ার সার্ভিসের দুটি ইউনিট ঘটনাস্থলে গিয়ে আগুন নেভায়। এ সময় যাত্রীরা আতঙ্কে ছোটাছুটি শুরু করেন। পুলিশ জানায়, ঘটনার সঙ্গে জড়িতদের শনাক্তের চেষ্টা চলছে। আশপাশের সিসিটিভি ফুটেজ সংগ্রহ করা হচ্ছে। bbox=[352, 750, 502, 820]
article-jail bbox=[1024, 889, 1272, 1079]
column-4 bbox=[772, 160, 1012, 1986]
article-body: রাজধানীর নয়াপল্টন, কাকরাইল ও নাইটিঙ্গেল মোড়ে বিএনপির নেতাকর্মীদের সঙ্গে পুলিশের দফায় দফায় সংঘর্ষ হয়েছে। এতে একজন পুলিশ সদস্য নিহত হয়েছেন এবং সাংবাদিকসহ অর্ধশতাধিক মানুষ আহত হয়েছেন। সংঘর্ষের সময় পুলিশ কাঁদানে গ্যাসের শেল ও সাউন্ড গ্রেনেড নিক্ষেপ করে। বিক্ষুব্ধ নেতাকর্মীরা ইটপাটকেল ছুড়ে জবাব দেন। দুপুরের পর থেকে আশপাশের এলাকায় ব্যাপক উত্তেজনা ছড়িয়ে পড়ে। পুলিশ জানায়, পরিস্থিতি নিয়ন্ত্রণে আনতে অতিরিক্ত ফোর্স মোতায়েন করা হয়। কাকরাইল মোড়ে প্রধান বিচারপতির বাসভবনের সামনে ভাঙচুরের ঘটনাও ঘটে। বিকেলের দিকে সমাবেশস্থল থেকে নেতাকর্মীরা বিভিন্ন দিকে ছড়িয়ে পড়েন। সংঘর্ষের সময় বেশ কয়েকটি যানবাহনে আগুন দেওয়া হয়। পরে ফায়ার সার্ভিসের কর্মীরা গিয়ে আগুন নিয়ন্ত্রণে আনেন। হাসপাতাল সূত্রে জানা যায়, আহতদের মধ্যে অনেকের অবস্থা গুরুতর। রাত পর্যন্ত ওই এলাকায় থমথমে অবস্থা বিরাজ করছিল। আইনশৃঙ্খলা বাহিনীর সদস্যরা টহল জোরদার করেছেন। পরিস্থিতি নিয়ে উভয় পক্ষ পরস্পরকে দায়ী করেছে। bbox=[30, 489, 338, 599]
article-body: শান্তি ও উন্নয়ন সমাবেশ করবে আওয়ামী লীগ। দলটির সাধারণ সম্পাদক বলেন, বিএনপির সহিংসতার প্রতিবাদে সারা দেশে এই কর্মসূচি পালিত হবে। নেতাকর্মীদের মাঠে থাকার নির্দেশ দেওয়া হয়েছে। প্রতিটি জেলা ও উপজেলায় সমাবেশ হবে। জনগণের জানমাল রক্ষায় নেতাকর্মীরা সতর্ক অবস্থানে থাকবেন বলেও জানানো হয়েছে। bbox=[30, 1283, 338, 1323]
article-body: বিভিন্ন থানায় দায়ের করা মামলায় গ্রেপ্তার বিএনপি ও জামায়াতের নেতাকর্মীদের আদালতে হাজির করা হয়। শুনানি শেষে আদালত তাদের কারাগারে পাঠানোর নির্দেশ দেন। আসামিপক্ষের আইনজীবীরা জামিন আবেদন করলেও তা নামঞ্জুর করা হয়। মামলাগুলোতে নাশকতা ও পুলিশের কাজে বাধা দেওয়ার অভিযোগ আনা হয়েছে। bbox=[1024, 929, 1272, 979]
article-body: দ্বিতীয় ম্যাচে দক্ষিণ আফ্রিকার কাছে হারের পর এবার পাকিস্তানও হেরে গেল। শেষ ওভার পর্যন্ত গড়ানো ম্যাচে দর্শকরা উত্তেজনায় ছিলেন। লক্ষ্য তাড়া করতে নেমে নিয়মিত বিরতিতে উইকেট হারায় দলটি। শেষ দিকে টেল এন্ডারদের লড়াইয়ে ম্যাচ জমে ওঠে। কিন্তু শেষ রক্ষা হয়নি। এই হারে সেমিফাইনালের পথ কঠিন হয়ে গেল দলটির জন্য। অধিনায়ক ম্যাচ শেষে বলেন, আমরা শেষ পর্যন্ত লড়েছি, ভাগ্য সহায় ছিল না। bbox=[772, 590, 1012, 650]
article-body: রাজনৈতিক সমাবেশকে কেন্দ্র করে সংঘাত ও সহিংসতার ঘটনায় গভীর উদ্বেগ প্রকাশ করেছেন বিভিন্ন সংগঠনের নেতারা। এক বিবৃতিতে তারা বলেন, গণতান্ত্রিক অধিকার চর্চায় সহিংসতা কোনোভাবেই কাম্য নয়। শান্তিপূর্ণ উপায়ে রাজনৈতিক কর্মসূচি পালনের আহ্বান জানিয়ে তারা দোষীদের দ্রুত আইনের আওতায় আনার দাবি জানান। সাংবাদিকদের ওপর হামলারও নিন্দা জানানো হয়। bbox=[352, 158, 502, 248]
divider bbox=[514, 764, 758, 765]
article-body: বিভিন্ন থানায় দায়ের করা মামলায় গ্রেপ্তার বিএনপি ও জামায়াতের নেতাকর্মীদের আদালতে হাজির করা হয়। শুনানি শেষে আদালত তাদের কারাগারে পাঠানোর নির্দেশ দেন। আসামিপক্ষের আইনজীবীরা জামিন আবেদন করলেও তা নামঞ্জুর করা হয়। মামলাগুলোতে নাশকতা ও পুলিশের কাজে বাধা দেওয়ার অভিযোগ আনা হয়েছে। bbox=[1024, 979, 1272, 1029]
column-3 bbox=[514, 116, 758, 1986]
article-law bbox=[1024, 736, 1272, 876]
article-body: রাজনৈতিক সমাবেশকে কেন্দ্র করে সংঘাত ও সহিংসতার ঘটনায় গভীর উদ্বেগ প্রকাশ করেছেন বিভিন্ন সংগঠনের নেতারা। এক বিবৃতিতে তারা বলেন, গণতান্ত্রিক অধিকার চর্চায় সহিংসতা কোনোভাবেই কাম্য নয়। শান্তিপূর্ণ উপায়ে রাজনৈতিক কর্মসূচি পালনের আহ্বান জানিয়ে তারা দোষীদের দ্রুত আইনের আওতায় আনার দাবি জানান। সাংবাদিকদের ওপর হামলারও নিন্দা জানানো হয়। bbox=[352, 428, 502, 518]
article-body: রাজধানীর নয়াপল্টন, কাকরাইল ও নাইটিঙ্গেল মোড়ে বিএনপির নেতাকর্মীদের সঙ্গে পুলিশের দফায় দফায় সংঘর্ষ হয়েছে। এতে একজন পুলিশ সদস্য নিহত হয়েছেন এবং সাংবাদিকসহ অর্ধশতাধিক মানুষ আহত হয়েছেন। সংঘর্ষের সময় পুলিশ কাঁদানে গ্যাসের শেল ও সাউন্ড গ্রেনেড নিক্ষেপ করে। বিক্ষুব্ধ নেতাকর্মীরা ইটপাটকেল ছুড়ে জবাব দেন। দুপুরের পর থেকে আশপাশের এলাকায় ব্যাপক উত্তেজনা ছড়িয়ে পড়ে। পুলিশ জানায়, পরিস্থিতি নিয়ন্ত্রণে আনতে অতিরিক্ত ফোর্স মোতায়েন করা হয়। কাকরাইল মোড়ে প্রধান বিচারপতির বাসভবনের সামনে ভাঙচুরের ঘটনাও ঘটে। বিকেলের দিকে সমাবেশস্থল থেকে নেতাকর্মীরা বিভিন্ন দিকে ছড়িয়ে পড়েন। সংঘর্ষের সময় বেশ কয়েকটি যানবাহনে আগুন দেওয়া হয়। পরে ফায়ার সার্ভিসের কর্মীরা গিয়ে আগুন নিয়ন্ত্রণে আনেন। হাসপাতাল সূত্রে জানা যায়, আহতদের মধ্যে অনেকের অবস্থা গুরুতর। রাত পর্যন্ত ওই এলাকায় থমথমে অবস্থা বিরাজ করছিল। আইনশৃঙ্খলা বাহিনীর সদস্যরা টহল জোরদার করেছেন। পরিস্থিতি নিয়ে উভয় পক্ষ পরস্পরকে দায়ী করেছে। bbox=[30, 599, 338, 709]
article-headline: হরতালে বাস bbox=[386, 1251, 468, 1271]
page-header bbox=[30, 20, 1270, 94]
article-body: শান্তি ও উন্নয়ন সমাবেশ করবে আওয়ামী লীগ। দলটির সাধারণ সম্পাদক বলেন, বিএনপির সহিংসতার প্রতিবাদে সারা দেশে এই কর্মসূচি পালিত হবে। নেতাকর্মীদের মাঠে থাকার নির্দেশ দেওয়া হয়েছে। প্রতিটি জেলা ও উপজেলায় সমাবেশ হবে। জনগণের জানমাল রক্ষায় নেতাকর্মীরা সতর্ক অবস্থানে থাকবেন বলেও জানানো হয়েছে। bbox=[30, 1323, 338, 1363]
article-body: স্বরাষ্ট্রমন্ত্রী বলেন, সহিংসতার সঙ্গে জড়িতদের কোনো ছাড় দেওয়া হবে না। ভিডিও ফুটেজ দেখে তাদের শনাক্ত করা হচ্ছে। দ্রুততম সময়ের মধ্যে তাদের আইনের আওতায় আনা হবে। জনগণের জানমালের নিরাপত্তা নিশ্চিত করতে সরকার বদ্ধপরিকর। আইনশৃঙ্খলা বাহিনী সর্বোচ্চ সতর্ক অবস্থানে রয়েছে। রাজনৈতিক দলগুলোকে দায়িত্বশীল আচরণ করার আহ্বান জানান তিনি। bbox=[1024, 826, 1272, 876]
article-body: রাজনৈতিক সমাবেশকে কেন্দ্র করে সংঘাত ও সহিংসতার ঘটনায় গভীর উদ্বেগ প্রকাশ করেছেন বিভিন্ন সংগঠনের নেতারা। এক বিবৃতিতে তারা বলেন, গণতান্ত্রিক অধিকার চর্চায় সহিংসতা কোনোভাবেই কাম্য নয়। শান্তিপূর্ণ উপায়ে রাজনৈতিক কর্মসূচি পালনের আহ্বান জানিয়ে তারা দোষীদের দ্রুত আইনের আওতায় আনার দাবি জানান। সাংবাদিকদের ওপর হামলারও নিন্দা জানানো হয়। bbox=[352, 338, 502, 428]
article-body: হরতালের কারণে বিভিন্ন বিশ্ববিদ্যালয় ও শিক্ষা প্রতিষ্ঠানের পরীক্ষা স্থগিত করা হয়েছে। পরীক্ষার নতুন তারিখ পরে জানিয়ে দেওয়া হবে বলে কর্তৃপক্ষ জানিয়েছে। শিক্ষার্থীদের নিরাপত্তার কথা বিবেচনা করে এই সিদ্ধান্ত নেওয়া হয়েছে। অভিভাবকদের মধ্যে উদ্বেগ দেখা দিয়েছে। কয়েকটি প্রতিষ্ঠানে অনলাইনে ক্লাস চালুর চিন্তাভাবনা চলছে। bbox=[1024, 1231, 1272, 1281]
article-headline: পুলিশ সদস্যকে কুপিয়ে bbox=[564, 1101, 708, 1121]
article-body: দ্বিতীয় ম্যাচে দক্ষিণ আফ্রিকার কাছে হারের পর এবার পাকিস্তানও হেরে গেল। শেষ ওভার পর্যন্ত গড়ানো ম্যাচে দর্শকরা উত্তেজনায় ছিলেন। লক্ষ্য তাড়া করতে নেমে নিয়মিত বিরতিতে উইকেট হারায় দলটি। শেষ দিকে টেল এন্ডারদের লড়াইয়ে ম্যাচ জমে ওঠে। কিন্তু শেষ রক্ষা হয়নি। এই হারে সেমিফাইনালের পথ কঠিন হয়ে গেল দলটির জন্য। অধিনায়ক ম্যাচ শেষে বলেন, আমরা শেষ পর্যন্ত লড়েছি, ভাগ্য সহায় ছিল না। bbox=[772, 530, 1012, 590]
article-body: রাজধানীর নয়াপল্টন, কাকরাইল ও নাইটিঙ্গেল মোড়ে বিএনপির নেতাকর্মীদের সঙ্গে পুলিশের দফায় দফায় সংঘর্ষ হয়েছে। এতে একজন পুলিশ সদস্য নিহত হয়েছেন এবং সাংবাদিকসহ অর্ধশতাধিক মানুষ আহত হয়েছেন। সংঘর্ষের সময় পুলিশ কাঁদানে গ্যাসের শেল ও সাউন্ড গ্রেনেড নিক্ষেপ করে। বিক্ষুব্ধ নেতাকর্মীরা ইটপাটকেল ছুড়ে জবাব দেন। দুপুরের পর থেকে আশপাশের এলাকায় ব্যাপক উত্তেজনা ছড়িয়ে পড়ে। পুলিশ জানায়, পরিস্থিতি নিয়ন্ত্রণে আনতে অতিরিক্ত ফোর্স মোতায়েন করা হয়। কাকরাইল মোড়ে প্রধান বিচারপতির বাসভবনের সামনে ভাঙচুরের ঘটনাও ঘটে। বিকেলের দিকে সমাবেশস্থল থেকে নেতাকর্মীরা বিভিন্ন দিকে ছড়িয়ে পড়েন। সংঘর্ষের সময় বেশ কয়েকটি যানবাহনে আগুন দেওয়া হয়। পরে ফায়ার সার্ভিসের কর্মীরা গিয়ে আগুন নিয়ন্ত্রণে আনেন। হাসপাতাল সূত্রে জানা যায়, আহতদের মধ্যে অনেকের অবস্থা গুরুতর। রাত পর্যন্ত ওই এলাকায় থমথমে অবস্থা বিরাজ করছিল। আইনশৃঙ্খলা বাহিনীর সদস্যরা টহল জোরদার করেছেন। পরিস্থিতি নিয়ে উভয় পক্ষ পরস্পরকে দায়ী করেছে। bbox=[30, 269, 338, 379]
